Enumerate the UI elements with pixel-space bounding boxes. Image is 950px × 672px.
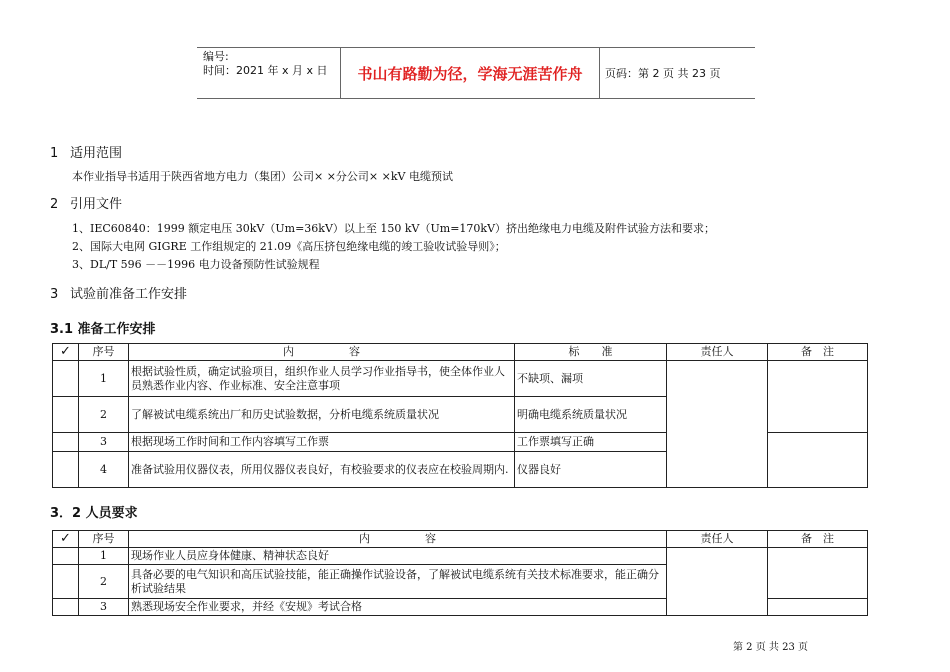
seq-cell: 2: [79, 565, 129, 599]
section-title: 试验前准备工作安排: [70, 287, 188, 302]
preparation-table: [52, 343, 868, 488]
table-row: [53, 548, 868, 565]
content-column-header: 内 容: [129, 531, 667, 548]
remark-column-header: 备 注: [768, 344, 868, 361]
section-number: 2: [50, 197, 59, 212]
seq-cell: 3: [79, 433, 129, 452]
page-header: [197, 47, 755, 99]
check-cell[interactable]: [53, 565, 79, 599]
document-number: 编号:: [203, 50, 229, 63]
table-header-row: [53, 344, 868, 361]
check-cell[interactable]: [53, 397, 79, 433]
seq-cell: 4: [79, 452, 129, 488]
table1-title: 3.1 准备工作安排: [50, 322, 156, 337]
content-cell: 根据试验性质，确定试验项目，组织作业人员学习作业指导书，使全体作业人员熟悉作业内容、作业标准、安全注意事项: [129, 361, 515, 397]
section-1-text: 本作业指导书适用于陕西省地方电力（集团）公司× ×分公司× ×kV 电缆预试: [72, 170, 453, 183]
person-cell[interactable]: [667, 548, 768, 616]
check-cell[interactable]: [53, 599, 79, 616]
check-cell[interactable]: [53, 433, 79, 452]
check-cell[interactable]: [53, 452, 79, 488]
person-column-header: 责任人: [667, 344, 768, 361]
section-2-heading: [50, 193, 122, 212]
content-cell: 具备必要的电气知识和高压试验技能，能正确操作试验设备，了解被试电缆系统有关技术标准要求，能正确分析试验结果: [129, 565, 667, 599]
standard-cell: 工作票填写正确: [515, 433, 667, 452]
check-cell[interactable]: [53, 548, 79, 565]
remark-column-header: 备 注: [768, 531, 868, 548]
section-number: 1: [50, 146, 59, 161]
section-3-heading: [50, 283, 187, 302]
section-1-heading: [50, 142, 122, 161]
document-date: 时间：2021 年 x 月 x 日: [203, 64, 328, 77]
reference-item: 2、国际大电网 GIGRE 工作组规定的 21.09《高压挤包绝缘电缆的竣工验收试验导则》；: [72, 240, 506, 253]
seq-cell: 1: [79, 361, 129, 397]
table-header-row: [53, 531, 868, 548]
header-slogan: 书山有路勤为径，学海无涯苦作舟: [341, 48, 600, 98]
section-title: 适用范围: [70, 146, 123, 161]
header-info: [197, 48, 341, 98]
header-page-number: 页码：第 2 页 共 23 页: [605, 67, 721, 80]
seq-column-header: 序号: [79, 344, 129, 361]
page-footer: 第 2 页 共 23 页: [733, 642, 808, 653]
content-cell: 熟悉现场安全作业要求，并经《安规》考试合格: [129, 599, 667, 616]
reference-item: 1、IEC60840：1999 额定电压 30kV（Um=36kV）以上至 150 kV（Um=170kV）挤出绝缘电力电缆及附件试验方法和要求；: [72, 222, 716, 235]
standard-cell: 明确电缆系统质量状况: [515, 397, 667, 433]
person-column-header: 责任人: [667, 531, 768, 548]
remark-cell[interactable]: [768, 599, 868, 616]
remark-cell[interactable]: [768, 361, 868, 433]
table-row: [53, 361, 868, 397]
standard-cell: 仪器良好: [515, 452, 667, 488]
content-cell: 根据现场工作时间和工作内容填写工作票: [129, 433, 515, 452]
section-title: 引用文件: [70, 197, 123, 212]
seq-cell: 1: [79, 548, 129, 565]
seq-cell: 2: [79, 397, 129, 433]
content-cell: 准备试验用仪器仪表，所用仪器仪表良好，有校验要求的仪表应在校验周期内.: [129, 452, 515, 488]
standard-column-header: 标 准: [515, 344, 667, 361]
seq-cell: 3: [79, 599, 129, 616]
reference-item: 3、DL/T 596 －－1996 电力设备预防性试验规程: [72, 258, 320, 271]
person-cell[interactable]: [667, 361, 768, 488]
content-cell: 现场作业人员应身体健康、精神状态良好: [129, 548, 667, 565]
content-cell: 了解被试电缆系统出厂和历史试验数据，分析电缆系统质量状况: [129, 397, 515, 433]
standard-cell: 不缺项、漏项: [515, 361, 667, 397]
content-column-header: 内 容: [129, 344, 515, 361]
section-number: 3: [50, 287, 59, 302]
personnel-table: [52, 530, 868, 616]
check-cell[interactable]: [53, 361, 79, 397]
remark-cell[interactable]: [768, 548, 868, 599]
check-column-header: ✓: [53, 344, 79, 361]
seq-column-header: 序号: [79, 531, 129, 548]
table2-title: 3．2 人员要求: [50, 506, 138, 521]
remark-cell[interactable]: [768, 433, 868, 488]
check-column-header: ✓: [53, 531, 79, 548]
